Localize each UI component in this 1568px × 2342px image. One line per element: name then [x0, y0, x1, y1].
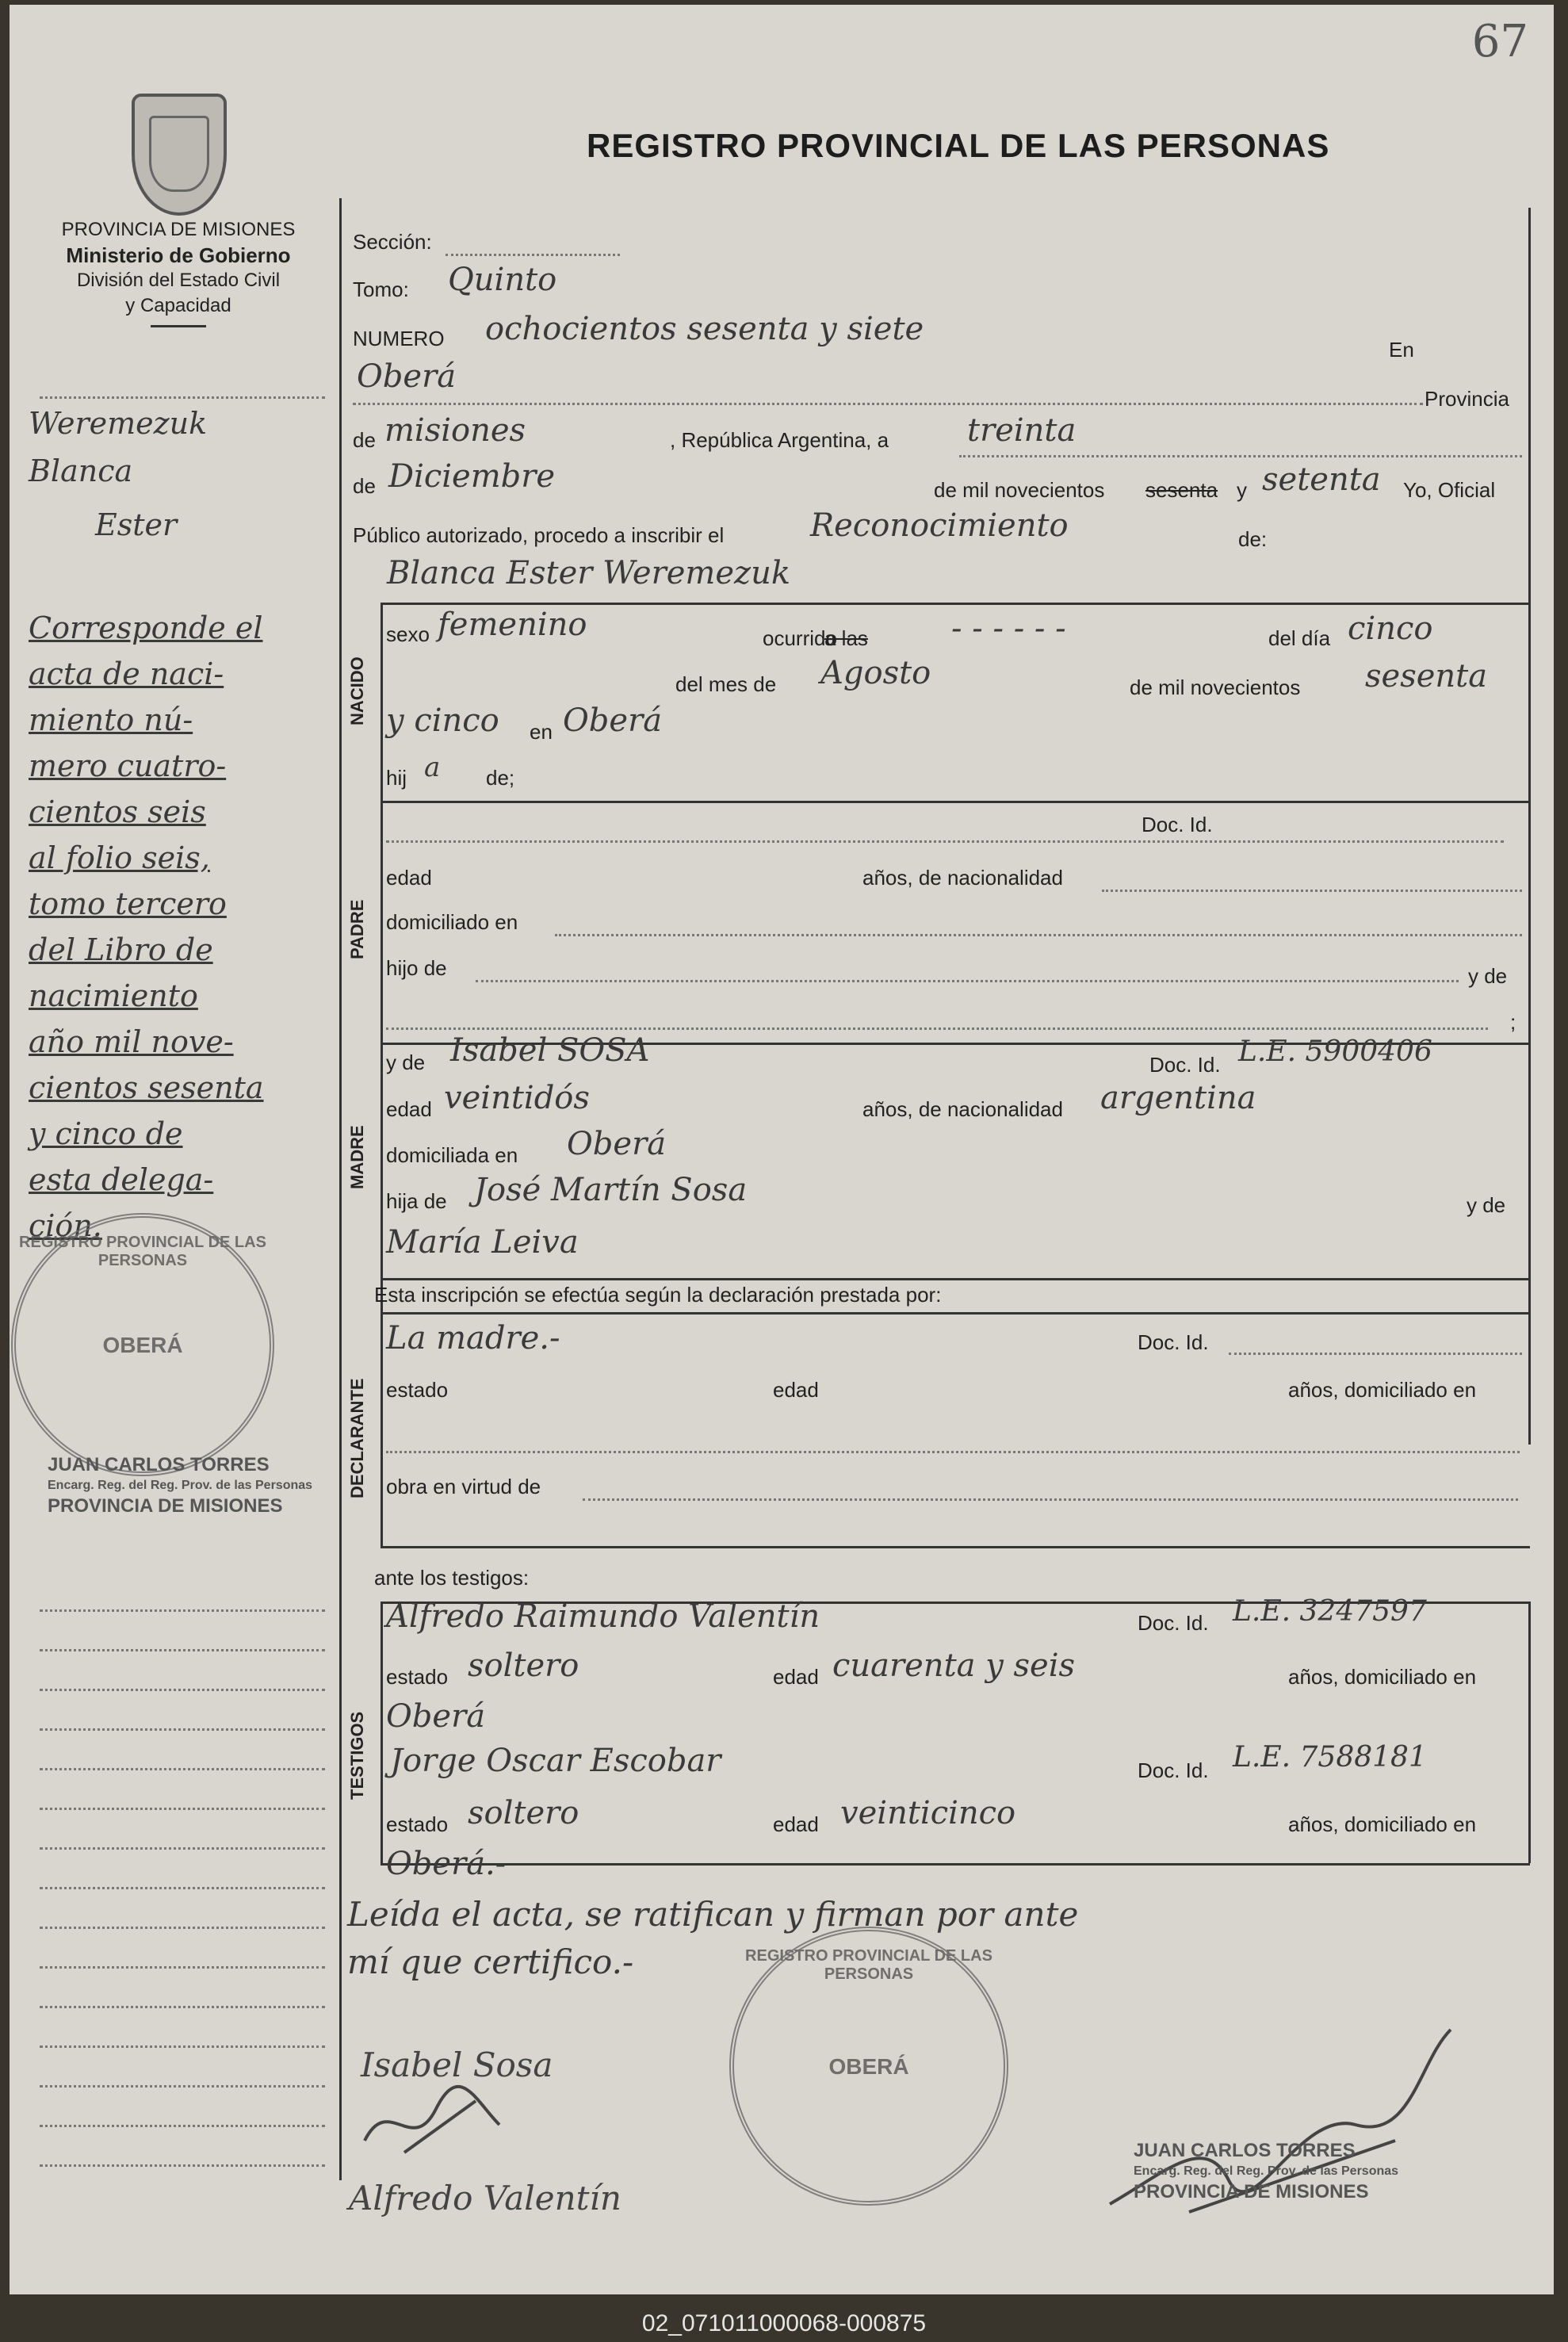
publico-label: Público autorizado, procedo a inscribir el	[353, 523, 725, 547]
dia-value: cinco	[1348, 610, 1433, 647]
declarante-value: La madre.-	[386, 1320, 560, 1357]
provincia-label: Provincia	[1425, 387, 1509, 411]
witness-2-estado-label: estado	[386, 1812, 449, 1836]
witness-2-dom-label: años, domiciliado en	[1288, 1812, 1477, 1836]
madre-nac-label: años, de nacionalidad	[862, 1097, 1063, 1121]
margin-annotation-line: Corresponde el	[29, 610, 263, 645]
witness-2-name: Jorge Oscar Escobar	[390, 1743, 721, 1779]
officer-province-left: PROVINCIA DE MISIONES	[48, 1495, 283, 1517]
header-rule	[151, 325, 206, 327]
witness-1-doc-label: Doc. Id.	[1138, 1611, 1209, 1635]
witness-1-dom-label: años, domiciliado en	[1288, 1665, 1477, 1689]
scan-filename: 02_071011000068-000875	[641, 2310, 927, 2336]
numero-value: ochocientos sesenta y siete	[485, 311, 924, 347]
officer-stamp-left	[48, 1455, 312, 1517]
witness-1-edad: cuarenta y seis	[832, 1647, 1076, 1684]
witness-2-estado: soltero	[468, 1795, 579, 1831]
declarante-side-border	[381, 1312, 383, 1546]
declarante-top-border	[381, 1312, 1530, 1315]
margin-annotation-line: y cinco de	[29, 1116, 183, 1151]
nacido-place-value: Oberá	[563, 702, 663, 739]
sexo-label: sexo	[386, 622, 430, 646]
mes-label: del mes de	[675, 672, 777, 696]
witness-2-edad: veinticinco	[840, 1795, 1016, 1831]
madre-dom-value: Oberá	[567, 1126, 667, 1162]
officer-province-bottom: PROVINCIA DE MISIONES	[1134, 2181, 1369, 2202]
witness-2-dom: Oberá.-	[386, 1846, 507, 1882]
margin-surname: Weremezuk	[29, 406, 208, 441]
nacido-top-border	[381, 603, 1530, 605]
margin-annotation-line: miento nú-	[29, 702, 193, 737]
testigos-side-border	[381, 1602, 383, 1863]
hija-value: a	[424, 752, 441, 783]
madre-y-de2-label: y de	[1467, 1193, 1506, 1217]
page-number: 67	[1471, 16, 1528, 67]
padre-hijo-label: hijo de	[386, 956, 447, 980]
padre-mother-line	[386, 1027, 1488, 1030]
issuing-authority	[24, 217, 333, 327]
declarante-dom-label: años, domiciliado en	[1288, 1378, 1477, 1402]
province-value: misiones	[384, 412, 526, 449]
padre-y-de-label: y de	[1468, 964, 1508, 988]
nacido-year-value: sesenta	[1365, 658, 1488, 695]
declarante-bottom-border	[381, 1546, 1530, 1548]
testigos-bottom-border	[381, 1863, 1530, 1866]
margin-annotation-line: esta delega-	[29, 1162, 214, 1197]
testigos-right-border	[1528, 1602, 1531, 1863]
madre-y-de-label: y de	[386, 1050, 426, 1074]
division-name: División del Estado Civil	[76, 270, 281, 291]
official-seal-bottom	[729, 1927, 1008, 2206]
signature-alfredo-valentin: Alfredo Valentín	[349, 2179, 621, 2218]
nacido-year-label: de mil novecientos	[1130, 675, 1301, 699]
de3-label: de:	[1238, 527, 1268, 551]
right-border	[1528, 208, 1531, 1445]
nacido-year-value2: y cinco	[386, 702, 499, 739]
year-y: y	[1237, 478, 1247, 502]
seccion-label: Sección:	[353, 230, 432, 254]
margin-annotation-line: nacimiento	[29, 978, 198, 1013]
declarante-obra-label: obra en virtud de	[386, 1475, 541, 1498]
seal-bottom-ring-text: REGISTRO PROVINCIAL DE LAS PERSONAS	[745, 1947, 992, 1983]
act-value: Reconocimiento	[810, 507, 1069, 544]
madre-nac-value: argentina	[1100, 1080, 1256, 1116]
dia-label: del día	[1268, 626, 1331, 650]
officer-name-bottom: JUAN CARLOS TORRES	[1134, 2140, 1356, 2161]
declarante-doc-line	[1229, 1353, 1522, 1355]
witness-1-estado-label: estado	[386, 1665, 449, 1689]
madre-edad-label: edad	[386, 1097, 432, 1121]
nacido-de-label: de;	[486, 766, 515, 790]
madre-bottom-border	[381, 1278, 1530, 1280]
month-value: Diciembre	[388, 458, 556, 495]
official-seal-left	[11, 1213, 274, 1476]
madre-section-label: MADRE	[347, 1125, 367, 1189]
day-value: treinta	[967, 412, 1077, 449]
place-line	[353, 403, 1423, 405]
declarante-doc-label: Doc. Id.	[1138, 1330, 1209, 1354]
madre-edad-value: veintidós	[444, 1080, 590, 1116]
officer-name-left: JUAN CARLOS TORRES	[48, 1454, 270, 1475]
padre-edad-label: edad	[386, 866, 432, 890]
ocurrido-struck: a las	[824, 626, 868, 650]
margin-annotation-line: ción.	[29, 1208, 102, 1243]
padre-semicolon: ;	[1510, 1010, 1516, 1034]
tomo-value: Quinto	[448, 262, 557, 298]
madre-dom-label: domiciliada en	[386, 1143, 518, 1167]
ocurrido-label: ocurrido	[763, 626, 837, 650]
margin-annotation-line: año mil nove-	[29, 1024, 234, 1059]
numero-label: NUMERO	[353, 327, 445, 350]
declarante-obra-line	[583, 1498, 1518, 1501]
de-label: de	[353, 428, 376, 452]
padre-name-line	[386, 840, 1504, 843]
signature-scribble	[357, 2077, 515, 2164]
document-title: REGISTRO PROVINCIAL DE LAS PERSONAS	[587, 127, 1330, 164]
padre-section-label: PADRE	[347, 899, 367, 959]
province-name: PROVINCIA DE MISIONES	[61, 219, 296, 240]
margin-annotation-line: tomo tercero	[29, 886, 227, 921]
tomo-label: Tomo:	[353, 277, 409, 301]
time-value: - - - - - -	[951, 610, 1066, 647]
margin-annotation-line: del Libro de	[29, 932, 213, 967]
witness-2-edad-label: edad	[773, 1812, 819, 1836]
padre-top-border	[381, 801, 1530, 803]
year-struck: sesenta	[1145, 478, 1218, 502]
madre-name-value: Isabel SOSA	[450, 1032, 650, 1069]
witness-2-doc-label: Doc. Id.	[1138, 1758, 1209, 1782]
declarante-section-label: DECLARANTE	[347, 1378, 367, 1498]
seal-left-center-text: OBERÁ	[102, 1333, 183, 1357]
officer-title-left: Encarg. Reg. del Reg. Prov. de las Personas	[48, 1479, 313, 1492]
margin-annotation-line: al folio seis,	[29, 840, 210, 875]
madre-doc-label: Doc. Id.	[1149, 1053, 1221, 1077]
witness-2-doc: L.E. 7588181	[1233, 1741, 1427, 1774]
margin-annotation-line: mero cuatro-	[29, 748, 227, 783]
closing-line-2: mí que certifico.-	[347, 1942, 634, 1981]
declarante-dom-line	[386, 1451, 1520, 1453]
mes-value: Agosto	[820, 655, 931, 691]
padre-dom-line	[555, 934, 1522, 936]
seccion-line	[446, 254, 620, 256]
madre-father-value: José Martín Sosa	[474, 1172, 748, 1208]
declarante-estado-label: estado	[386, 1378, 449, 1402]
seal-bottom-center-text: OBERÁ	[828, 2054, 909, 2079]
witness-1-dom: Oberá	[386, 1698, 486, 1735]
margin-annotation-line: cientos sesenta	[29, 1070, 264, 1105]
sexo-value: femenino	[438, 607, 587, 643]
madre-mother-value: María Leiva	[386, 1224, 579, 1261]
signature-isabel-sosa: Isabel Sosa	[361, 2045, 553, 2084]
madre-doc-value: L.E. 5900406	[1238, 1035, 1432, 1068]
republica-label: , República Argentina, a	[670, 428, 889, 452]
yo-oficial-label: Yo, Oficial	[1403, 478, 1496, 502]
person-value: Blanca Ester Weremezuk	[387, 555, 791, 591]
en-label: En	[1389, 338, 1414, 362]
ministry-name: Ministerio de Gobierno	[66, 243, 291, 267]
declarante-edad-label: edad	[773, 1378, 819, 1402]
margin-annotation-line: acta de naci-	[29, 656, 224, 691]
padre-doc-label: Doc. Id.	[1142, 813, 1213, 836]
closing-line-1: Leída el acta, se ratifican y firman por ante	[347, 1895, 1079, 1934]
coat-of-arms-icon	[132, 94, 227, 216]
witness-1-doc: L.E. 3247597	[1233, 1595, 1427, 1628]
officer-signature	[1094, 2014, 1459, 2236]
declarante-intro: Esta inscripción se efectúa según la declaración prestada por:	[374, 1283, 942, 1307]
nacido-en-label: en	[530, 720, 553, 744]
day-line	[959, 455, 1522, 457]
margin-given-name: Blanca	[29, 453, 133, 488]
madre-hija-label: hija de	[386, 1189, 447, 1213]
padre-nac-label: años, de nacionalidad	[862, 866, 1063, 890]
nacido-section-label: NACIDO	[347, 656, 367, 725]
testigos-section-label: TESTIGOS	[347, 1711, 367, 1800]
padre-hijo-line	[476, 980, 1459, 982]
officer-title-bottom: Encarg. Reg. del Reg. Prov. de las Personas	[1134, 2164, 1399, 2178]
de2-label: de	[353, 474, 376, 498]
witness-1-estado: soltero	[468, 1647, 579, 1684]
seal-left-ring-text: REGISTRO PROVINCIAL DE LAS PERSONAS	[19, 1234, 266, 1269]
hija-label: hij	[386, 766, 407, 790]
witness-1-edad-label: edad	[773, 1665, 819, 1689]
padre-nac-line	[1102, 890, 1522, 892]
capacity-name: y Capacidad	[125, 295, 231, 316]
padre-dom-label: domiciliado en	[386, 910, 518, 934]
officer-stamp-bottom	[1134, 2141, 1398, 2202]
witness-1-name: Alfredo Raimundo Valentín	[386, 1598, 820, 1635]
margin-middle-name: Ester	[95, 507, 178, 542]
place-value: Oberá	[357, 358, 457, 395]
margin-annotation-line: cientos seis	[29, 794, 206, 829]
year-value: setenta	[1262, 461, 1381, 498]
year-label: de mil novecientos	[934, 478, 1105, 502]
testigos-intro: ante los testigos:	[374, 1566, 530, 1590]
